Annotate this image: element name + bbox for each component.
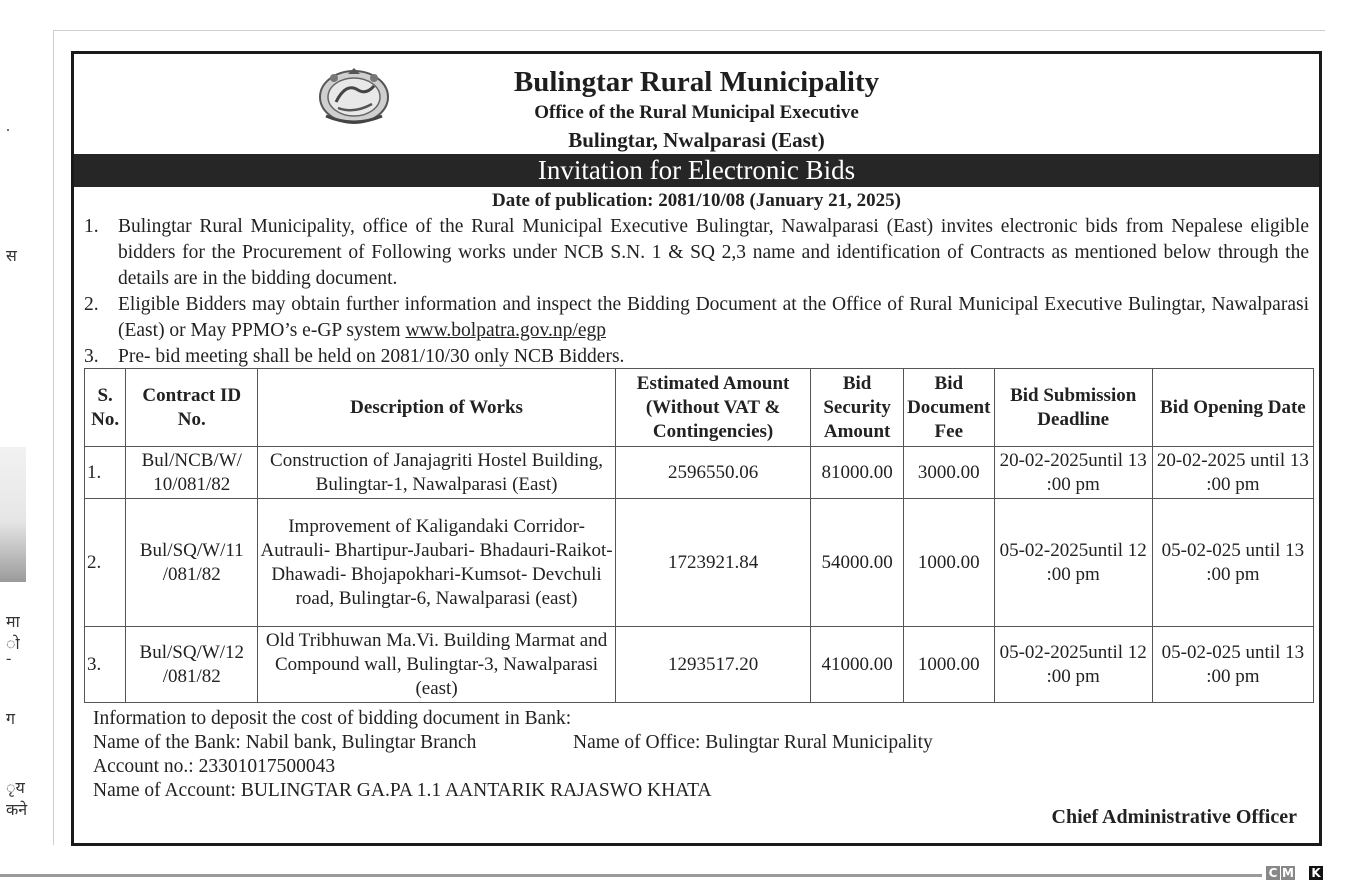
header-opening-date: Bid Opening Date xyxy=(1152,369,1313,447)
page-bottom-rule xyxy=(0,874,1262,877)
cell-submission-deadline: 20-02-2025until 13 :00 pm xyxy=(994,447,1152,499)
left-fragment: ृय xyxy=(6,780,25,797)
cell-bid-security: 41000.00 xyxy=(811,627,904,703)
print-mark-cyan: C xyxy=(1266,866,1280,880)
cell-bid-security: 54000.00 xyxy=(811,499,904,627)
cell-contract-id: Bul/SQ/W/12 /081/82 xyxy=(126,627,258,703)
bank-account-name: Name of Account: BULINGTAR GA.PA 1.1 AANTARIK RAJASWO KHATA xyxy=(93,780,712,801)
cell-submission-deadline: 05-02-2025until 12 :00 pm xyxy=(994,499,1152,627)
egp-link[interactable]: www.bolpatra.gov.np/egp xyxy=(405,320,606,341)
left-fragment: मा xyxy=(6,614,20,631)
bank-office-name: Name of Office: Bulingtar Rural Municipality xyxy=(573,732,933,753)
paragraph-text xyxy=(118,292,1309,344)
works-table xyxy=(84,368,1314,703)
cell-opening-date: 05-02-025 until 13 :00 pm xyxy=(1152,499,1313,627)
municipality-name: Bulingtar Rural Municipality xyxy=(513,66,880,98)
header-submission-deadline: Bid Submission Deadline xyxy=(994,369,1152,447)
cell-contract-id: Bul/SQ/W/11 /081/82 xyxy=(126,499,258,627)
cell-opening-date: 20-02-2025 until 13 :00 pm xyxy=(1152,447,1313,499)
left-fragment: - xyxy=(6,650,12,667)
notice-paragraphs xyxy=(84,214,1309,370)
cell-estimated-amount: 2596550.06 xyxy=(615,447,810,499)
paragraph-text: Bulingtar Rural Municipality, office of the Rural Municipal Executive Bulingtar, Nawalparasi (East) invites electronic bids from Nepalese eligible bidders for the Procurement of Following works under NCB S.N. 1 & SQ 2,3 name and identification of Contracts as mentioned below through the details are in the bidding document. xyxy=(118,216,1309,289)
left-fragment: ग xyxy=(6,711,16,728)
left-fragment: कने xyxy=(6,802,28,819)
print-mark-magenta: M xyxy=(1282,866,1294,880)
cell-document-fee: 1000.00 xyxy=(903,499,994,627)
office-name: Office of the Rural Municipal Executive xyxy=(534,102,859,123)
cell-opening-date: 05-02-025 until 13 :00 pm xyxy=(1152,627,1313,703)
paragraph-number: 3. xyxy=(84,346,99,367)
signatory: Chief Administrative Officer xyxy=(1051,806,1297,828)
header-document-fee: Bid Document Fee xyxy=(903,369,994,447)
header-contract-id: Contract ID No. xyxy=(126,369,258,447)
bank-name: Name of the Bank: Nabil bank, Bulingtar Branch xyxy=(93,732,477,753)
bank-intro: Information to deposit the cost of bidding document in Bank: xyxy=(93,708,572,729)
cell-estimated-amount: 1723921.84 xyxy=(615,499,810,627)
cell-document-fee: 1000.00 xyxy=(903,627,994,703)
paragraph-number: 2. xyxy=(84,294,99,315)
cell-sno: 1. xyxy=(85,447,126,499)
cell-estimated-amount: 1293517.20 xyxy=(615,627,810,703)
header-description: Description of Works xyxy=(258,369,616,447)
paragraph-text-body: Eligible Bidders may obtain further information and inspect the Bidding Document at the Office of Rural Municipal Executive Bulingtar, Nawalparasi (East) or May PPMO’s e-GP system xyxy=(118,294,1309,341)
cell-description: Improvement of Kaligandaki Corridor-Autrauli- Bhartipur-Jaubari- Bhadauri-Raikot-Dhawadi- Bhojapokhari-Kumsot- Devchuli road, Bulingtar-6, Nawalparasi (east) xyxy=(258,499,616,627)
column-rule-horizontal xyxy=(53,30,1325,31)
notice-title-banner: Invitation for Electronic Bids xyxy=(74,154,1319,187)
left-fragment: . xyxy=(6,118,10,135)
cell-description: Old Tribhuwan Ma.Vi. Building Marmat and Compound wall, Bulingtar-3, Nawalparasi (east) xyxy=(258,627,616,703)
left-fragment: ो xyxy=(6,636,20,653)
paragraph xyxy=(84,344,1309,370)
left-fragment: स xyxy=(6,248,17,265)
left-column-fragments xyxy=(0,0,40,885)
header-sno: S. No. xyxy=(85,369,126,447)
cell-description: Construction of Janajagriti Hostel Building, Bulingtar-1, Nawalparasi (East) xyxy=(258,447,616,499)
office-location: Bulingtar, Nwalparasi (East) xyxy=(568,128,825,152)
cell-bid-security: 81000.00 xyxy=(811,447,904,499)
table-row xyxy=(85,447,1314,499)
publication-date: Date of publication: 2081/10/08 (January 21, 2025) xyxy=(491,190,902,211)
cell-contract-id: Bul/NCB/W/ 10/081/82 xyxy=(126,447,258,499)
paragraph-text: Pre- bid meeting shall be held on 2081/10/30 only NCB Bidders. xyxy=(118,346,625,367)
left-photo xyxy=(0,447,26,582)
bank-information xyxy=(93,707,933,803)
column-rule-vertical xyxy=(53,30,54,845)
table-row xyxy=(85,627,1314,703)
cell-sno: 3. xyxy=(85,627,126,703)
paragraph xyxy=(84,214,1309,292)
header-estimated-amount: Estimated Amount (Without VAT & Contingencies) xyxy=(615,369,810,447)
cell-submission-deadline: 05-02-2025until 12 :00 pm xyxy=(994,627,1152,703)
cell-sno: 2. xyxy=(85,499,126,627)
paragraph-number: 1. xyxy=(84,216,99,237)
header-bid-security: Bid Security Amount xyxy=(811,369,904,447)
print-mark-black: K xyxy=(1309,866,1323,880)
table-row xyxy=(85,499,1314,627)
cell-document-fee: 3000.00 xyxy=(903,447,994,499)
bank-account-no: Account no.: 23301017500043 xyxy=(93,756,336,777)
table-header-row xyxy=(85,369,1314,447)
paragraph xyxy=(84,292,1309,344)
bid-notice xyxy=(71,51,1322,846)
